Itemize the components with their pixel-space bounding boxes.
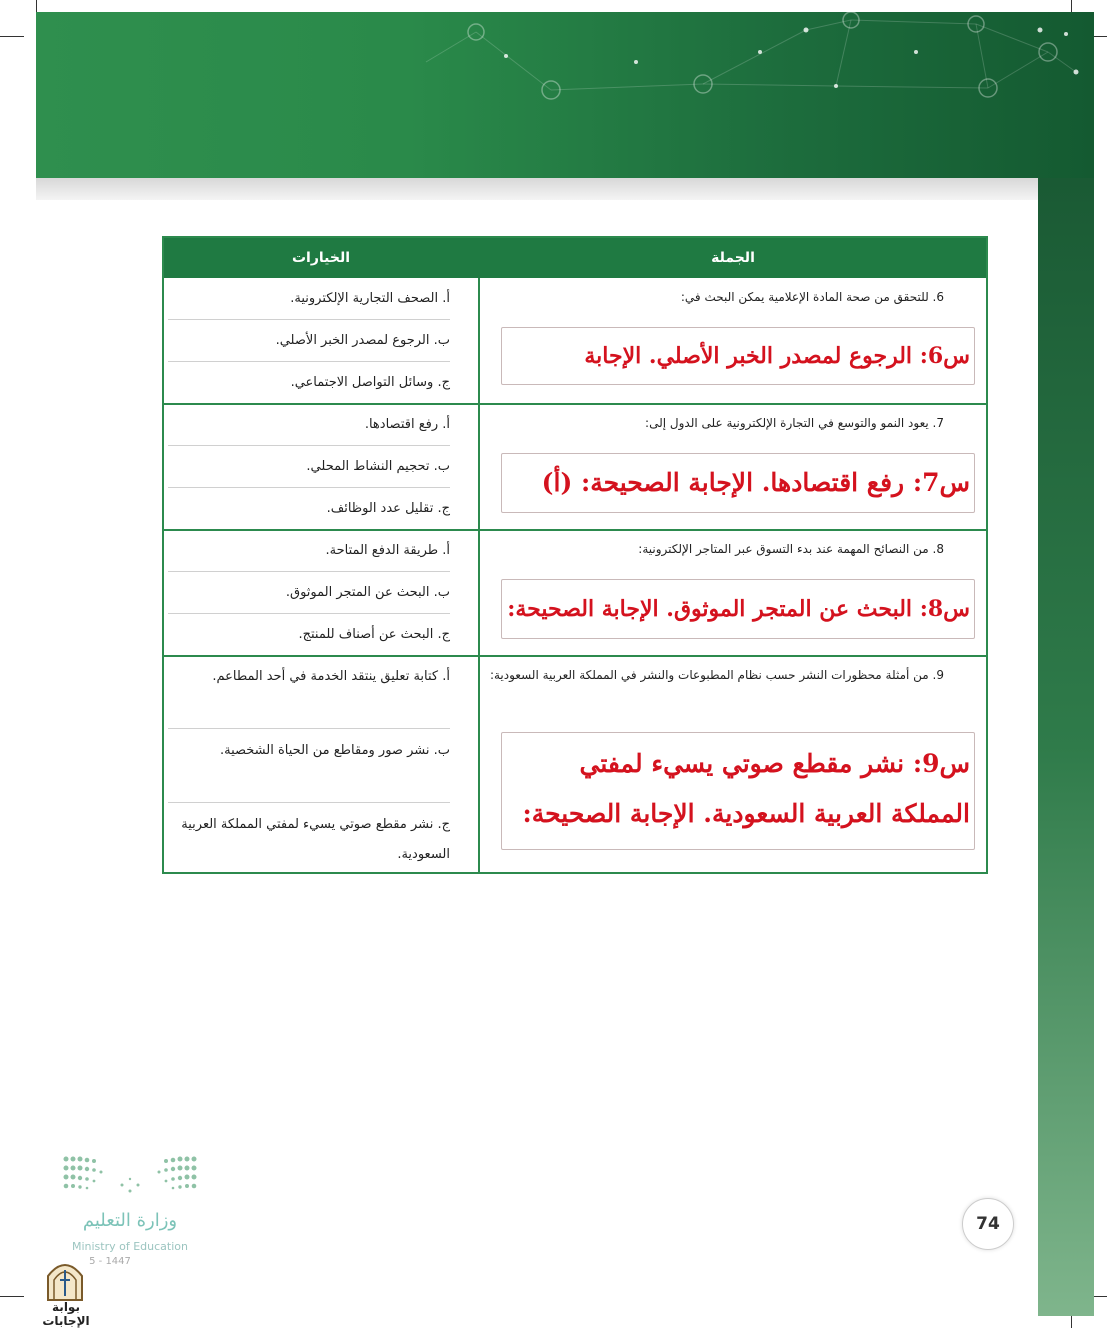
option-6b: ب. الرجوع لمصدر الخبر الأصلي. xyxy=(275,333,450,348)
header-sentence: الجملة xyxy=(711,250,755,266)
option-7a: أ. رفع اقتصادها. xyxy=(364,417,450,432)
crop-mark xyxy=(0,1296,24,1297)
option-7c: ج. تقليل عدد الوظائف. xyxy=(326,501,450,516)
option-divider xyxy=(168,802,450,803)
page-number: 74 xyxy=(962,1198,1014,1250)
option-divider xyxy=(168,571,450,572)
option-9a: أ. كتابة تعليق ينتقد الخدمة في أحد المطاعم. xyxy=(212,669,450,684)
option-9c: ج. نشر مقطع صوتي يسيء لمفتي المملكة العربية السعودية. xyxy=(181,817,450,862)
option-6c: ج. وسائل التواصل الاجتماعي. xyxy=(290,375,450,390)
option-divider xyxy=(168,445,450,446)
table-header xyxy=(164,238,986,278)
header-options: الخيارات xyxy=(291,250,351,266)
option-7b: ب. تحجيم النشاط المحلي. xyxy=(306,459,450,474)
ministry-name-english: Ministry of Education xyxy=(71,1240,188,1253)
option-divider xyxy=(168,613,450,614)
option-9b: ب. نشر صور ومقاطع من الحياة الشخصية. xyxy=(219,743,450,758)
row-divider xyxy=(164,403,986,405)
answer-6: س6: الرجوع لمصدر الخبر الأصلي. الإجابة xyxy=(501,327,975,385)
option-8b: ب. البحث عن المتجر الموثوق. xyxy=(285,585,450,600)
question-table xyxy=(162,236,988,874)
question-6: 6. للتحقق من صحة المادة الإعلامية يمكن البحث في: xyxy=(680,290,944,304)
answer-8: س8: البحث عن المتجر الموثوق. الإجابة الصحيحة: xyxy=(501,579,975,639)
question-7: 7. يعود النمو والتوسع في التجارة الإلكترونية على الدول إلى: xyxy=(645,416,944,430)
network-decoration xyxy=(36,12,1094,178)
side-color-strip xyxy=(1038,178,1094,1316)
option-divider xyxy=(168,361,450,362)
row-divider xyxy=(164,655,986,657)
site-watermark-text: بوابة الإجابات xyxy=(42,1300,90,1328)
option-8a: أ. طريقة الدفع المتاحة. xyxy=(325,543,450,558)
answer-9: س9: نشر مقطع صوتي يسيء لمفتي المملكة العربية السعودية. الإجابة الصحيحة: xyxy=(501,732,975,850)
answer-7: س7: رفع اقتصادها. الإجابة الصحيحة: (أ) xyxy=(501,453,975,513)
question-9: 9. من أمثلة محظورات النشر حسب نظام المطبوعات والنشر في المملكة العربية السعودية: xyxy=(489,668,944,682)
site-logo-icon xyxy=(44,1256,86,1302)
question-8: 8. من النصائح المهمة عند بدء التسوق عبر المتاجر الإلكترونية: xyxy=(638,542,944,556)
option-divider xyxy=(168,728,450,729)
option-6a: أ. الصحف التجارية الإلكترونية. xyxy=(290,291,450,306)
column-divider xyxy=(478,278,480,872)
option-divider xyxy=(168,487,450,488)
ministry-name-arabic: وزارة التعليم xyxy=(82,1210,178,1231)
option-8c: ج. البحث عن أصناف للمنتج. xyxy=(298,627,450,642)
option-divider xyxy=(168,319,450,320)
row-divider xyxy=(164,529,986,531)
banner-shadow xyxy=(36,178,1038,200)
ministry-year: 5 - 1447 xyxy=(89,1256,131,1267)
ministry-logo-icon xyxy=(62,1155,202,1197)
crop-mark xyxy=(0,36,24,37)
chapter-banner xyxy=(36,12,1094,178)
